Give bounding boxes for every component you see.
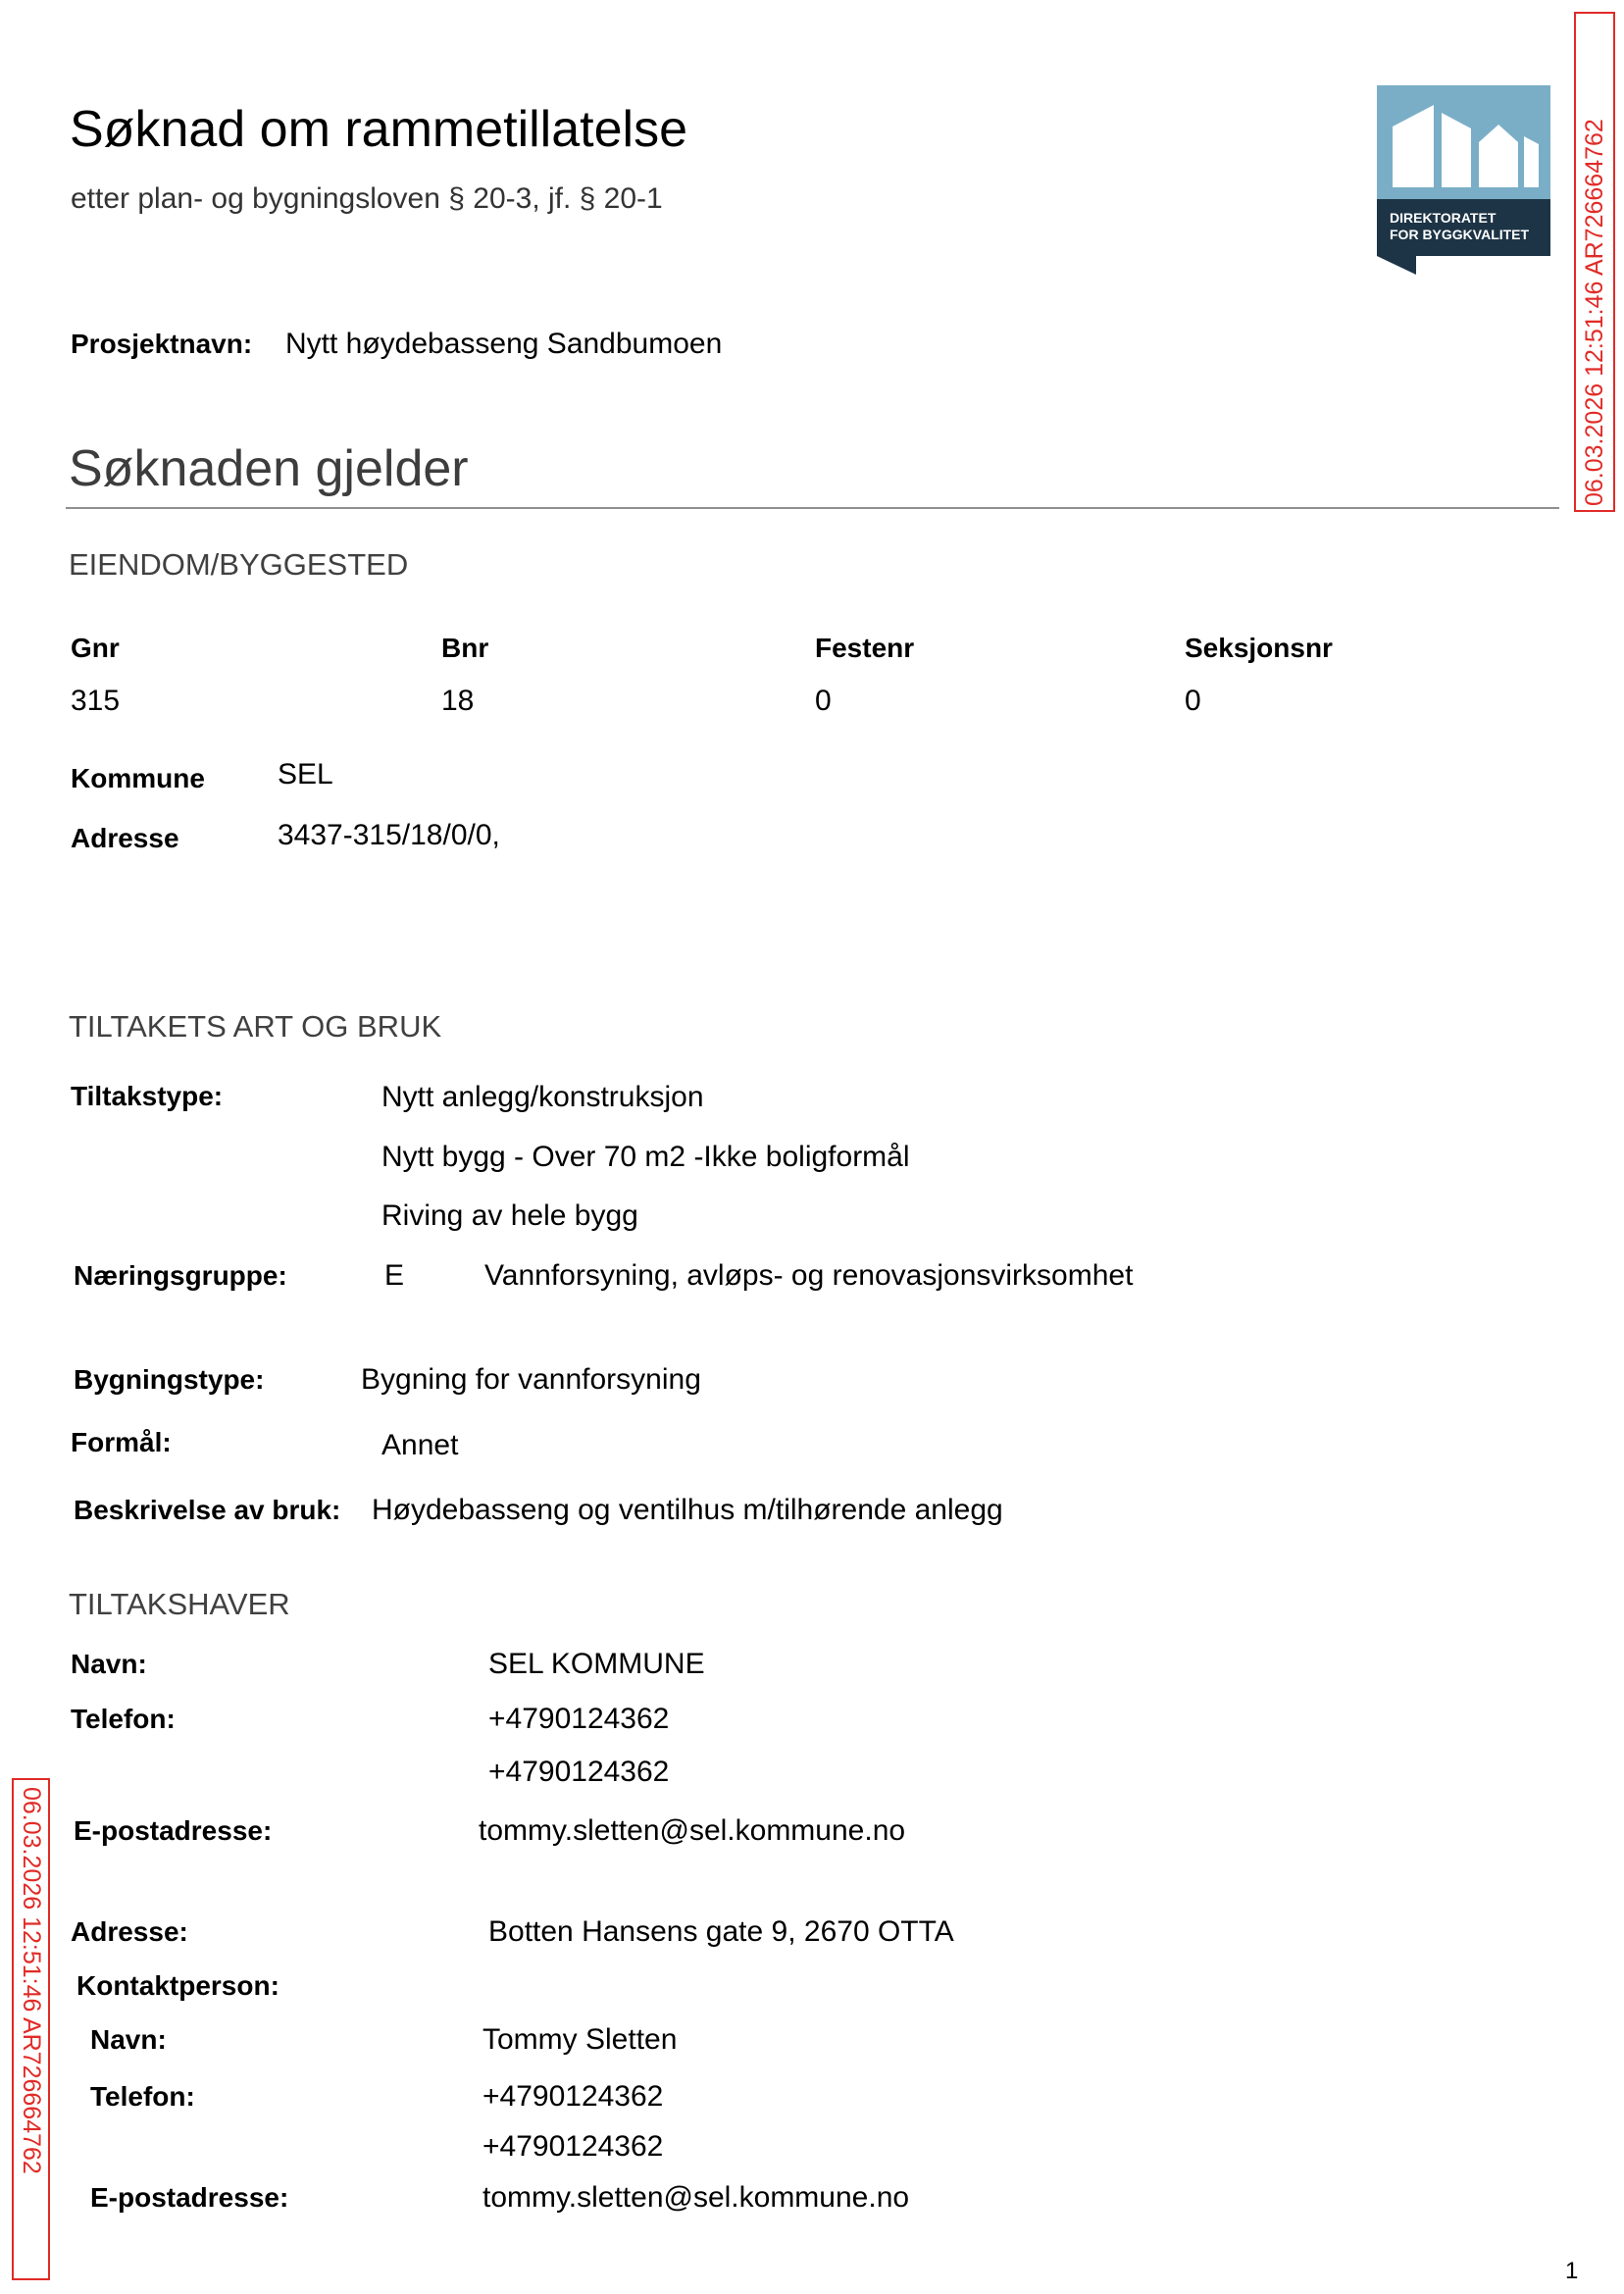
eiendom-heading: EIENDOM/BYGGESTED [69, 547, 409, 582]
festenr-label: Festenr [815, 633, 915, 663]
gnr-value: 315 [71, 685, 121, 717]
kontakt-telefon-value: +4790124362 [482, 2130, 664, 2163]
tiltakshaver-navn-label: Navn: [71, 1649, 147, 1679]
eiendom-adresse-label: Adresse [71, 823, 179, 853]
tiltakshaver-navn-value: SEL KOMMUNE [488, 1648, 705, 1680]
formal-label: Formål: [71, 1427, 172, 1457]
logo-ribbon-tail [1377, 256, 1416, 275]
kontaktperson-label: Kontaktperson: [76, 1970, 279, 2001]
dibk-logo [1377, 85, 1550, 275]
naeringsgruppe-label: Næringsgruppe: [74, 1260, 287, 1291]
bygningstype-label: Bygningstype: [74, 1364, 265, 1395]
festenr-value: 0 [815, 685, 832, 717]
tiltakshaver-adresse-value: Botten Hansens gate 9, 2670 OTTA [488, 1915, 954, 1948]
project-name-value: Nytt høydebasseng Sandbumoen [285, 328, 723, 360]
kontakt-telefon-label: Telefon: [90, 2081, 195, 2112]
stamp-text: 06.03.2026 12:51:46 AR726664762 [1581, 119, 1608, 506]
page-number: 1 [1565, 2258, 1579, 2284]
tiltakstype-value: Riving av hele bygg [381, 1199, 638, 1232]
tiltakshaver-epost-value: tommy.sletten@sel.kommune.no [479, 1814, 906, 1847]
stamp-text: 06.03.2026 12:51:46 AR726664762 [18, 1787, 45, 2174]
document-subtitle: etter plan- og bygningsloven § 20-3, jf. § 20-1 [71, 182, 663, 215]
tiltakshaver-telefon-value: +4790124362 [488, 1756, 670, 1788]
kontakt-telefon-value: +4790124362 [482, 2080, 664, 2113]
logo-text-line2: FOR BYGGKVALITET [1390, 227, 1530, 242]
tiltakstype-label: Tiltakstype: [71, 1081, 224, 1111]
tiltakstype-value: Nytt anlegg/konstruksjon [381, 1081, 704, 1113]
tiltakshaver-telefon-value: +4790124362 [488, 1703, 670, 1735]
beskrivelse-label: Beskrivelse av bruk: [74, 1495, 341, 1525]
logo-text-line1: DIREKTORATET [1390, 210, 1497, 226]
document-title: Søknad om rammetillatelse [70, 101, 687, 158]
eiendom-adresse-value: 3437-315/18/0/0, [278, 819, 500, 851]
tiltakshaver-heading: TILTAKSHAVER [69, 1587, 290, 1621]
tiltakshaver-telefon-label: Telefon: [71, 1704, 176, 1734]
bnr-label: Bnr [441, 633, 489, 663]
timestamp-stamp-right [1574, 12, 1615, 512]
naeringsgruppe-value: Vannforsyning, avløps- og renovasjonsvirksomhet [484, 1259, 1134, 1292]
kontakt-navn-label: Navn: [90, 2024, 167, 2055]
gnr-label: Gnr [71, 633, 120, 663]
tiltakstype-value: Nytt bygg - Over 70 m2 -Ikke boligformål [381, 1141, 910, 1173]
seksjonsnr-value: 0 [1185, 685, 1201, 717]
tiltakshaver-epost-label: E-postadresse: [74, 1815, 273, 1846]
seksjonsnr-label: Seksjonsnr [1185, 633, 1333, 663]
naeringsgruppe-code: E [384, 1259, 405, 1292]
kontakt-epost-label: E-postadresse: [90, 2182, 289, 2213]
project-name-label: Prosjektnavn: [71, 329, 253, 359]
kommune-value: SEL [278, 758, 333, 790]
beskrivelse-value: Høydebasseng og ventilhus m/tilhørende anlegg [372, 1494, 1003, 1526]
kontakt-epost-value: tommy.sletten@sel.kommune.no [482, 2181, 910, 2214]
bnr-value: 18 [441, 685, 475, 717]
section-title: Søknaden gjelder [69, 440, 469, 497]
section-divider [66, 507, 1559, 509]
formal-value: Annet [381, 1429, 459, 1461]
bygningstype-value: Bygning for vannforsyning [361, 1363, 701, 1396]
kommune-label: Kommune [71, 763, 205, 793]
tiltakshaver-adresse-label: Adresse: [71, 1916, 188, 1947]
tiltak-heading: TILTAKETS ART OG BRUK [69, 1009, 442, 1044]
timestamp-stamp-left [12, 1778, 50, 2280]
kontakt-navn-value: Tommy Sletten [482, 2023, 678, 2056]
